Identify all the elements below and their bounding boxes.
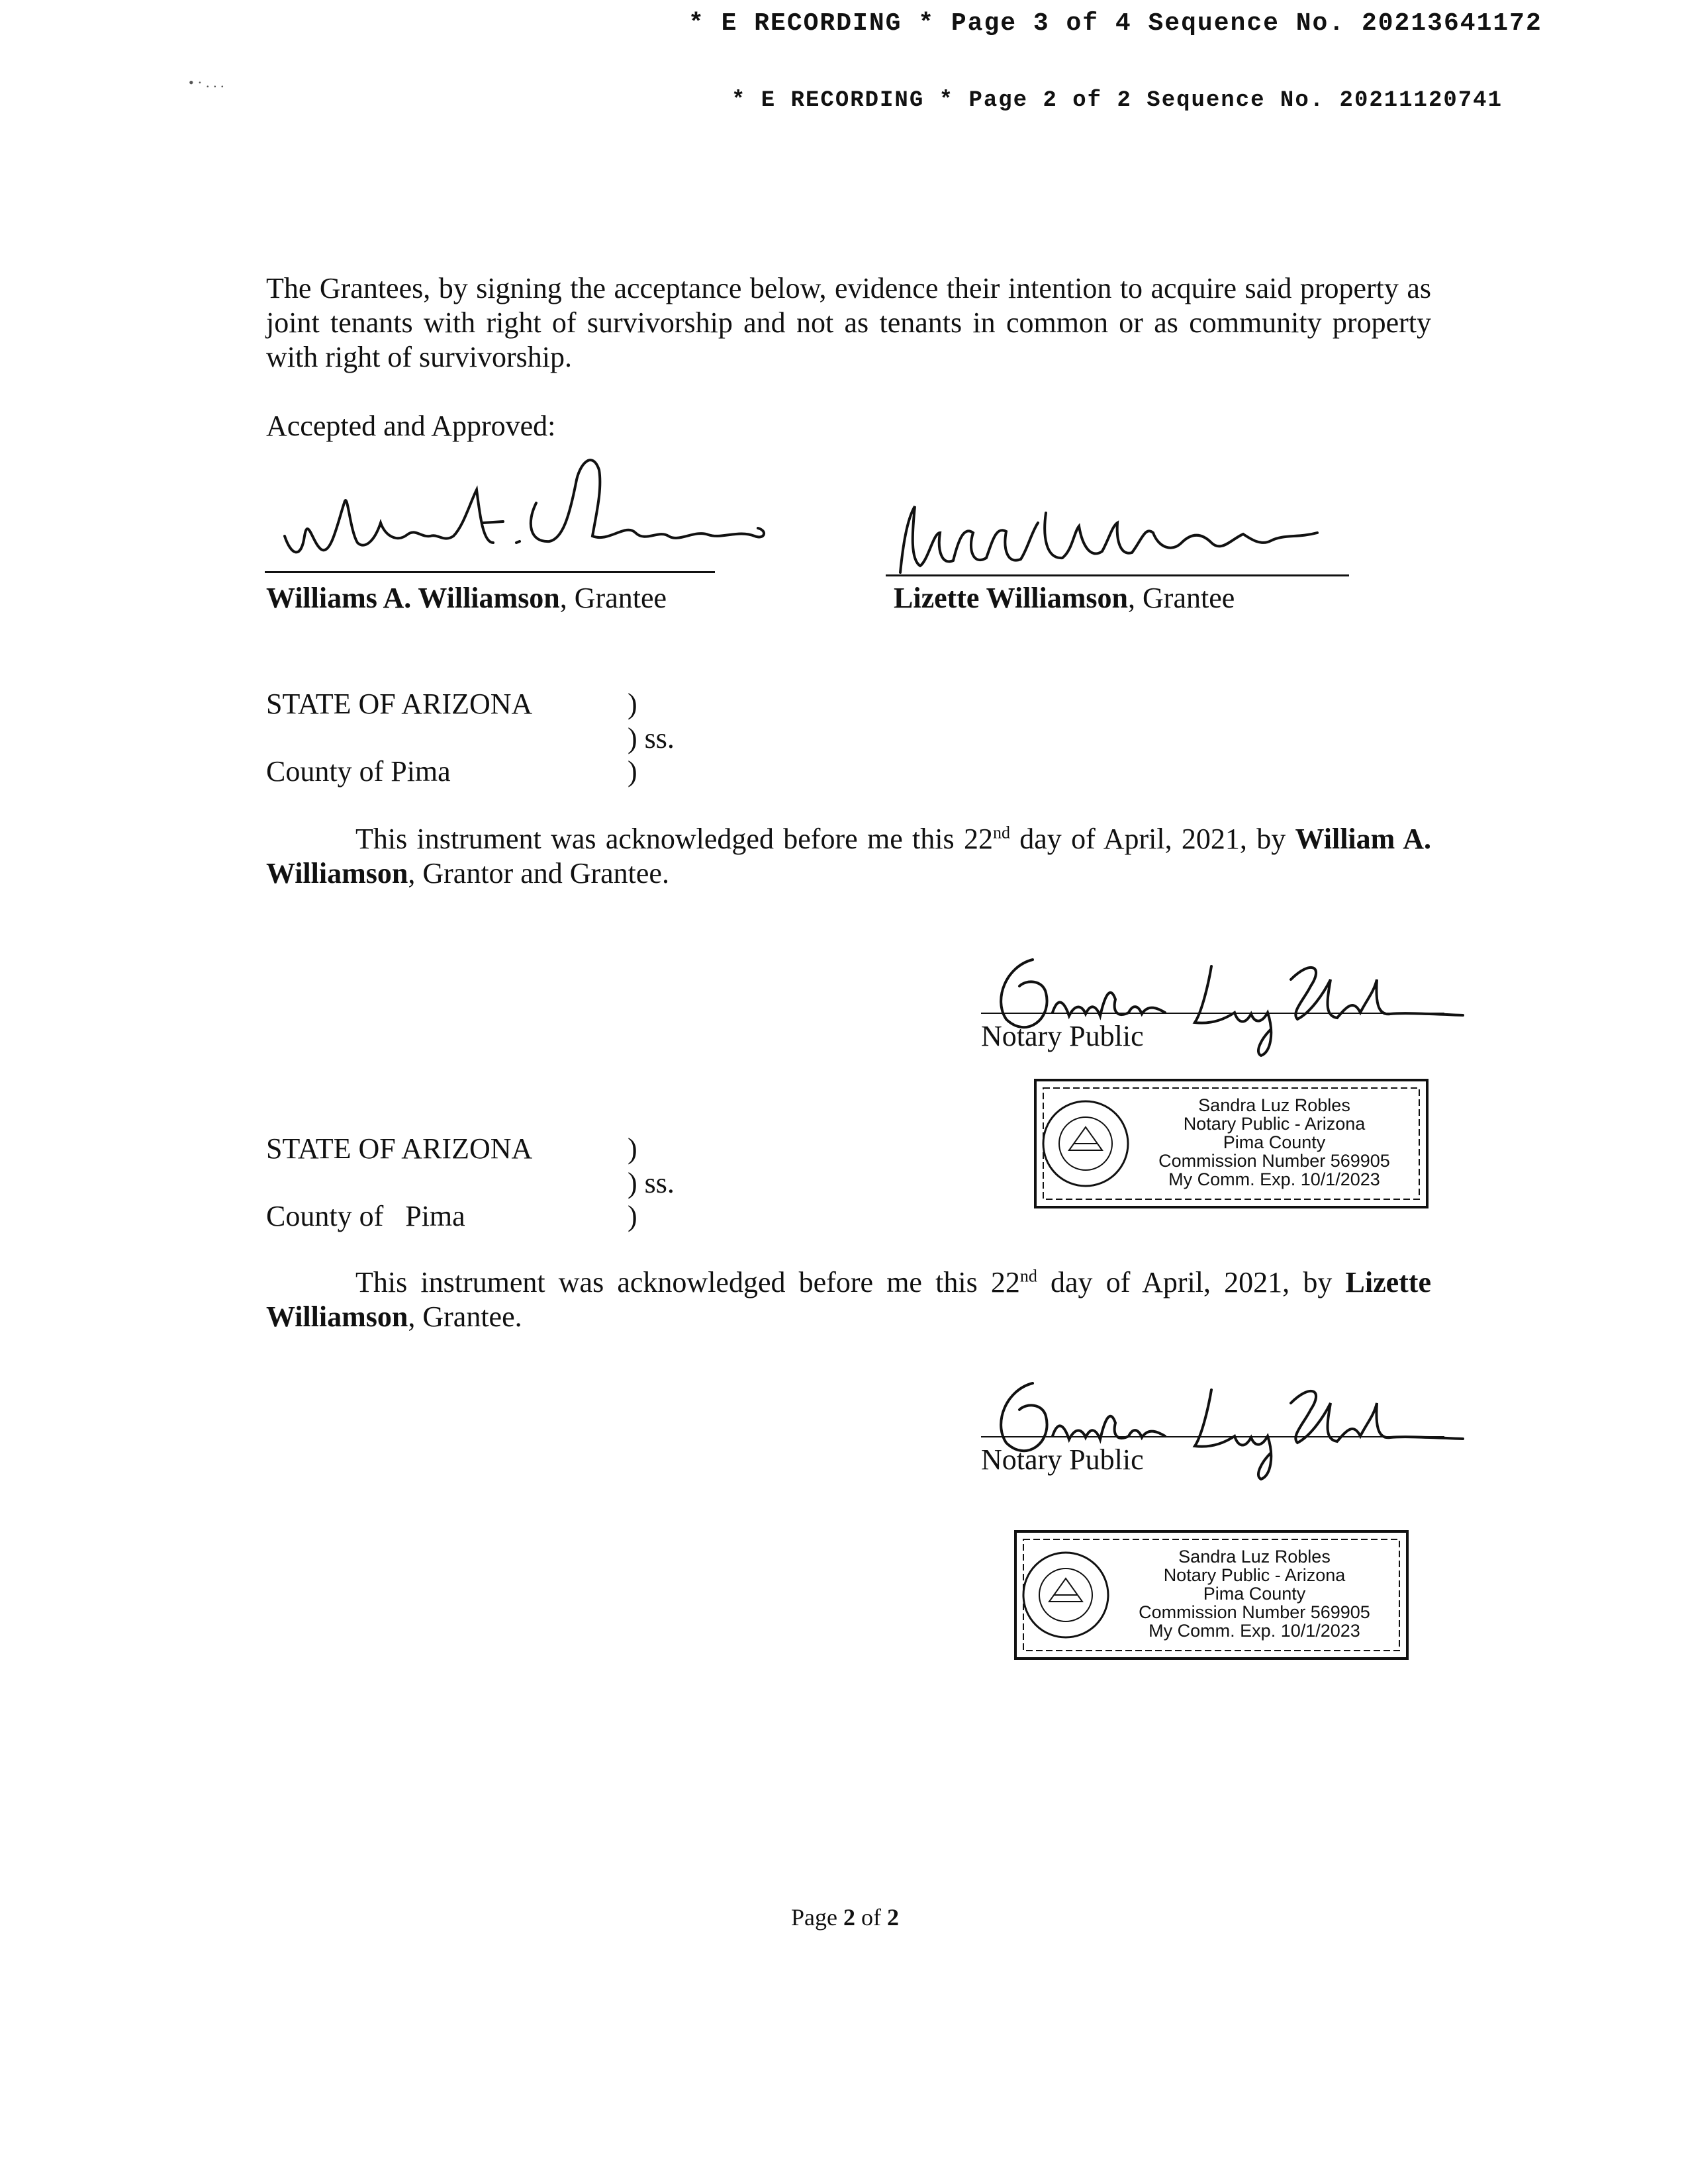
grantee-2-caption: [894, 581, 1235, 615]
grantee-2-role: , Grantee: [1128, 582, 1235, 614]
ack-2-text-before: This instrument was acknowledged before me this 22: [355, 1266, 1020, 1298]
page-mid: of: [855, 1904, 887, 1931]
ack-1-text-before: This instrument was acknowledged before me this 22: [355, 823, 993, 855]
signature-lizette-williamson: [880, 486, 1364, 579]
page-total: 2: [886, 1904, 899, 1931]
notary-seal-2: [1013, 1529, 1410, 1661]
ack-2-statement: [266, 1265, 1431, 1334]
notary-line-2: [981, 1436, 1444, 1437]
recording-header-secondary: * E RECORDING * Page 2 of 2 Sequence No. 20211120741: [731, 88, 1503, 113]
seal-1-commission: Commission Number 569905: [1158, 1151, 1390, 1171]
seal-2-county: Pima County: [1203, 1584, 1306, 1604]
signature-william-williamson: [265, 443, 781, 576]
ack-1-paren-bottom: ): [628, 755, 637, 788]
ack-2-paren-top: ): [628, 1132, 637, 1165]
grantee-2-name: Lizette Williamson: [894, 582, 1129, 614]
grantee-1-name: Williams A. Williamson: [266, 582, 560, 614]
ack-2-capacity: , Grantee.: [408, 1300, 522, 1333]
scan-specks: • · . . .: [189, 74, 224, 91]
page-number: [791, 1903, 899, 1931]
ack-1-state: STATE OF ARIZONA: [266, 688, 533, 720]
ack-2-day-suffix: nd: [1019, 1266, 1037, 1286]
seal-2-name: Sandra Luz Robles: [1178, 1547, 1331, 1567]
ack-1-paren-top: ): [628, 688, 637, 720]
accepted-approved-label: Accepted and Approved:: [266, 410, 556, 442]
seal-1-expires: My Comm. Exp. 10/1/2023: [1168, 1169, 1380, 1189]
ack-2-ss: ) ss.: [628, 1167, 675, 1199]
ack-2-county: County of Pima: [266, 1200, 465, 1232]
ack-2-state: STATE OF ARIZONA: [266, 1132, 533, 1165]
seal-2-expires: My Comm. Exp. 10/1/2023: [1149, 1621, 1360, 1641]
ack-1-signer: William A. Williamson: [266, 823, 1431, 889]
ack-2-paren-bottom: ): [628, 1200, 637, 1232]
grantee-1-role: , Grantee: [559, 582, 667, 614]
seal-2-commission: Commission Number 569905: [1139, 1602, 1370, 1622]
notary-seal-1-text: [1119, 1096, 1430, 1189]
ack-1-capacity: , Grantor and Grantee.: [408, 857, 669, 889]
seal-1-county: Pima County: [1223, 1132, 1326, 1152]
notary-label-1: Notary Public: [981, 1020, 1144, 1052]
notary-line-1: [981, 1013, 1444, 1014]
ack-2-signer: Lizette Williamson: [266, 1266, 1431, 1333]
signature-line-grantee-2: [886, 574, 1349, 576]
recording-header-primary: * E RECORDING * Page 3 of 4 Sequence No. 20213641172: [688, 9, 1542, 38]
notary-label-2: Notary Public: [981, 1443, 1144, 1476]
ack-1-county: County of Pima: [266, 755, 451, 788]
ack-1-ss: ) ss.: [628, 722, 675, 754]
notary-seal-1: [1033, 1077, 1430, 1210]
seal-1-title: Notary Public - Arizona: [1183, 1114, 1366, 1134]
grantee-1-caption: [266, 581, 667, 615]
page-current: 2: [843, 1904, 855, 1931]
acceptance-paragraph: The Grantees, by signing the acceptance below, evidence their intention to acquire said property as joint tenants with right of survivorship and not as tenants in common or as community property with right of survivorship.: [266, 272, 1431, 373]
ack-1-day-suffix: nd: [992, 823, 1010, 842]
ack-1-statement: [266, 822, 1431, 891]
ack-1-text-after: day of April, 2021, by: [1009, 823, 1295, 855]
seal-2-title: Notary Public - Arizona: [1163, 1565, 1346, 1585]
signature-line-grantee-1: [265, 571, 715, 573]
page-prefix: Page: [791, 1904, 843, 1931]
ack-2-text-after: day of April, 2021, by: [1037, 1266, 1346, 1298]
seal-1-name: Sandra Luz Robles: [1198, 1095, 1350, 1115]
notary-seal-2-text: [1099, 1547, 1410, 1640]
